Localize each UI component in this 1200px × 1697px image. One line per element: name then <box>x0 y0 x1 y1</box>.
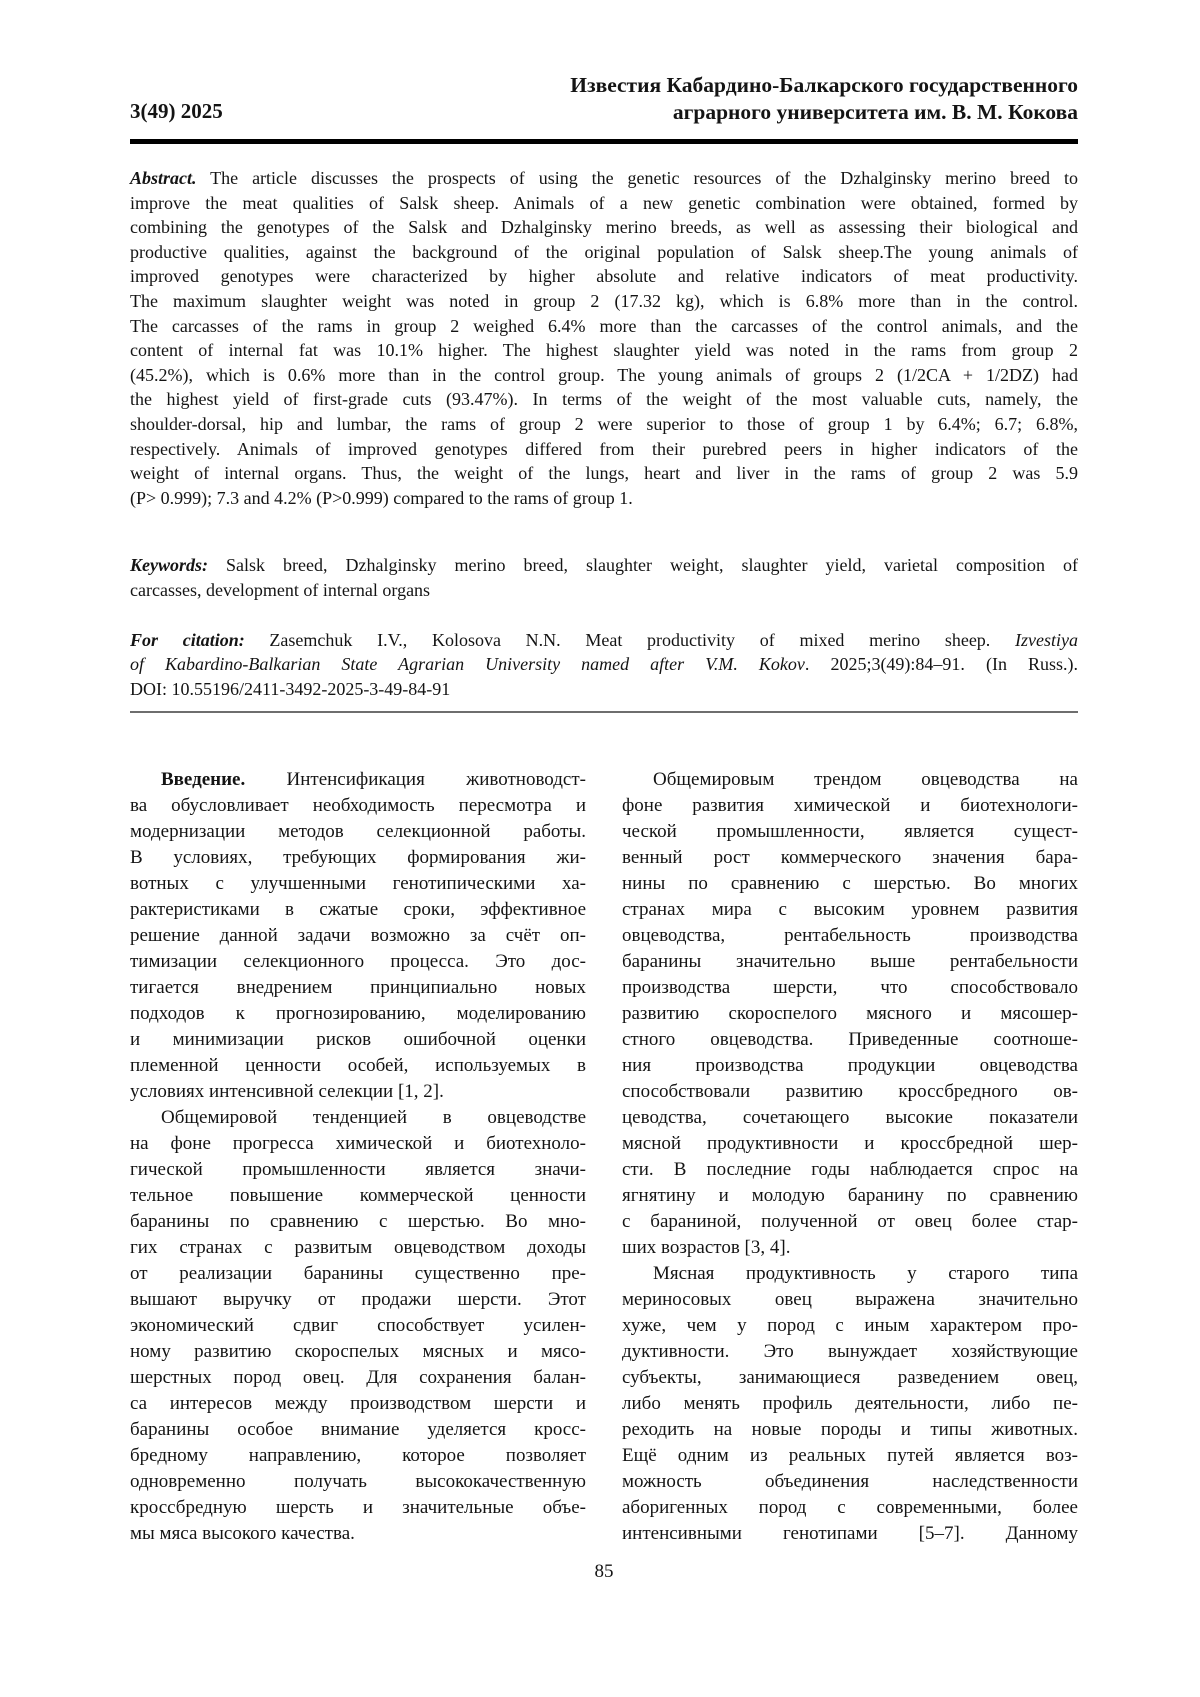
text-line: стного овцеводства. Приведенные соотноше- <box>622 1029 1078 1051</box>
text-line: DOI: 10.55196/2411-3492-2025-3-49-84-91 <box>130 678 451 699</box>
issue-number: 3(49) 2025 <box>130 99 223 123</box>
text-line: The maximum slaughter weight was noted in group 2 (17.32 kg), which is 6.8% more than in the control. <box>130 290 1078 311</box>
text-line: подходов к прогнозированию, моделированию <box>130 1003 586 1025</box>
text-line: интенсивными генотипами [5–7]. Данному <box>622 1523 1078 1545</box>
text-line: ва обусловливает необходимость пересмотра и <box>130 795 586 817</box>
text-line: дуктивности. Это вынуждает хозяйствующие <box>622 1341 1078 1363</box>
text-line: с бараниной, полученной от овец более стар- <box>622 1211 1078 1233</box>
text-line: The carcasses of the rams in group 2 weighed 6.4% more than the carcasses of the control animals, and the <box>130 315 1078 336</box>
citation-paragraph-label: For citation: <box>130 629 245 650</box>
text-line: венный рост коммерческого значения бара- <box>622 847 1078 869</box>
keywords-paragraph <box>130 553 1078 602</box>
text-line: content of internal fat was 10.1% higher. The highest slaughter yield was noted in the rams from group 2 <box>130 340 1078 361</box>
text-line: weight of internal organs. Thus, the weight of the lungs, heart and liver in the rams of group 2 was 5.9 <box>130 463 1078 484</box>
text-line: improve the meat qualities of Salsk sheep. Animals of a new genetic combination were obtained, formed by <box>130 192 1078 213</box>
text-line: ния производства продукции овцеводства <box>622 1055 1078 1077</box>
keywords-paragraph-label: Keywords: <box>130 555 208 576</box>
text-line: развитию скороспелого мясного и мясошер- <box>622 1003 1078 1025</box>
text-line: модернизации методов селекционной работы. <box>130 821 586 843</box>
text-line: Keywords: Salsk breed, Dzhalginsky merino breed, slaughter weight, slaughter yield, varietal composition of <box>130 555 1078 576</box>
text-line: племенной ценности особей, используемых в <box>130 1055 586 1077</box>
text-line: на фоне прогресса химической и биотехноло- <box>130 1133 586 1155</box>
text-line: В условиях, требующих формирования жи- <box>130 847 586 869</box>
journal-name-line1: Известия Кабардино-Балкарского государственного <box>570 73 1078 97</box>
text-line: (45.2%), which is 0.6% more than in the control group. The young animals of groups 2 (1/2CA + 1/2DZ) had <box>130 364 1078 385</box>
introduction-paragraph-label: Введение. <box>161 769 246 791</box>
body-columns <box>130 767 1078 1547</box>
text-line: вотных с улучшенными генотипическими ха- <box>130 873 586 895</box>
text-line: shoulder-dorsal, hip and lumbar, the rams of group 2 were superior to those of group 1 by 6.4%; 6.7; 6.8%, <box>130 413 1078 434</box>
introduction-paragraph <box>130 767 586 1105</box>
text-line: ному развитию скороспелых мясных и мясо- <box>130 1341 586 1363</box>
text-line: respectively. Animals of improved genotypes differed from their purebred peers in higher indicators of the <box>130 438 1078 459</box>
text-line: бредному направлению, которое позволяет <box>130 1445 586 1467</box>
text-line: Abstract. The article discusses the prospects of using the genetic resources of the Dzhalginsky merino breed to <box>130 168 1078 188</box>
citation-paragraph <box>130 628 1078 702</box>
text-line: экономический сдвиг способствует усилен- <box>130 1315 586 1337</box>
text-line: можность объединения наследственности <box>622 1471 1078 1493</box>
text-line: цеводства, сочетающего высокие показатели <box>622 1107 1078 1129</box>
text-line: гической промышленности является значи- <box>130 1159 586 1181</box>
text-line: нины по сравнению с шерстью. Во многих <box>622 873 1078 895</box>
text-line: субъекты, занимающиеся разведением овец, <box>622 1367 1078 1389</box>
text-line: рактеристиками в сжатые сроки, эффективное <box>130 899 586 921</box>
text-line: фоне развития химической и биотехнологи- <box>622 795 1078 817</box>
abstract-paragraph-label: Abstract. <box>130 168 197 188</box>
text-line: способствовали развитию кроссбредного ов- <box>622 1081 1078 1103</box>
right-column <box>622 767 1078 1547</box>
text-line: ческой промышленности, является сущест- <box>622 821 1078 843</box>
text-line: ших возрастов [3, 4]. <box>622 1237 791 1259</box>
text-line: combining the genotypes of the Salsk and Dzhalginsky merino breeds, as well as assessing their biological and <box>130 217 1078 238</box>
text-line: Введение. Интенсификация животноводст- <box>161 769 586 791</box>
text-line: аборигенных пород с современными, более <box>622 1497 1078 1519</box>
text-line: хуже, чем у пород с иным характером про- <box>622 1315 1078 1337</box>
text-line: сти. В последние годы наблюдается спрос на <box>622 1159 1078 1181</box>
text-line: мы мяса высокого качества. <box>130 1523 355 1545</box>
text-line: Мясная продуктивность у старого типа <box>653 1263 1078 1285</box>
right-column-paragraph-1 <box>622 767 1078 1261</box>
text-line: Общемировым трендом овцеводства на <box>653 769 1078 791</box>
text-line: шерстных пород овец. Для сохранения балан- <box>130 1367 586 1389</box>
text-line: странах мира с высоким уровнем развития <box>622 899 1078 921</box>
text-line: of Kabardino-Balkarian State Agrarian University named after V.M. Kokov. 2025;3(49):84–91. (In Russ.). <box>130 654 1078 675</box>
abstract-paragraph <box>130 166 1078 510</box>
text-line: реходить на новые породы и типы животных. <box>622 1419 1078 1441</box>
text-line: тигается внедрением принципиально новых <box>130 977 586 999</box>
page-header <box>130 72 1078 126</box>
text-line: от реализации баранины существенно пре- <box>130 1263 586 1285</box>
text-line: improved genotypes were characterized by higher absolute and relative indicators of meat productivity. <box>130 266 1078 287</box>
section-divider-rule <box>130 711 1078 713</box>
text-line: производства шерсти, что способствовало <box>622 977 1078 999</box>
text-line: Ещё одним из реальных путей является воз- <box>622 1445 1078 1467</box>
text-line: са интересов между производством шерсти и <box>130 1393 586 1415</box>
header-rule <box>130 139 1078 144</box>
text-line: (P> 0.999); 7.3 and 4.2% (P>0.999) compared to the rams of group 1. <box>130 487 633 508</box>
text-line: баранины по сравнению с шерстью. Во мно- <box>130 1211 586 1233</box>
left-column <box>130 767 586 1547</box>
text-line: вышают выручку от продажи шерсти. Этот <box>130 1289 586 1311</box>
text-line: кроссбредную шерсть и значительные объе- <box>130 1497 586 1519</box>
text-line: the highest yield of first-grade cuts (93.47%). In terms of the weight of the most valuable cuts, namely, the <box>130 389 1078 410</box>
text-line: либо менять профиль деятельности, либо пе- <box>622 1393 1078 1415</box>
text-line: тельное повышение коммерческой ценности <box>130 1185 586 1207</box>
page-number: 85 <box>594 1561 614 1583</box>
text-line: овцеводства, рентабельность производства <box>622 925 1078 947</box>
text-line: и минимизации рисков ошибочной оценки <box>130 1029 586 1051</box>
text-line: productive qualities, against the background of the original population of Salsk sheep.The young animals of <box>130 241 1078 262</box>
text-line: carcasses, development of internal organs <box>130 579 431 600</box>
text-line: мериносовых овец выражена значительно <box>622 1289 1078 1311</box>
text-line: Общемировой тенденцией в овцеводстве <box>161 1107 586 1129</box>
text-line: ягнятину и молодую баранину по сравнению <box>622 1185 1078 1207</box>
text-line: гих странах с развитым овцеводством доходы <box>130 1237 586 1259</box>
text-line: тимизации селекционного процесса. Это дос- <box>130 951 586 973</box>
text-line: одновременно получать высококачественную <box>130 1471 586 1493</box>
journal-name <box>570 72 1078 126</box>
text-line: решение данной задачи возможно за счёт оп- <box>130 925 586 947</box>
text-line: баранины особое внимание уделяется кросс- <box>130 1419 586 1441</box>
text-line: условиях интенсивной селекции [1, 2]. <box>130 1081 444 1103</box>
journal-name-line2: аграрного университета им. В. М. Кокова <box>672 100 1078 124</box>
text-line: мясной продуктивности и кроссбредной шер- <box>622 1133 1078 1155</box>
right-column-paragraph-2 <box>622 1261 1078 1547</box>
text-line: For citation: Zasemchuk I.V., Kolosova N.N. Meat productivity of mixed merino sheep. Izvestiya <box>130 629 1078 650</box>
text-line: баранины значительно выше рентабельности <box>622 951 1078 973</box>
left-column-paragraph-2 <box>130 1105 586 1547</box>
